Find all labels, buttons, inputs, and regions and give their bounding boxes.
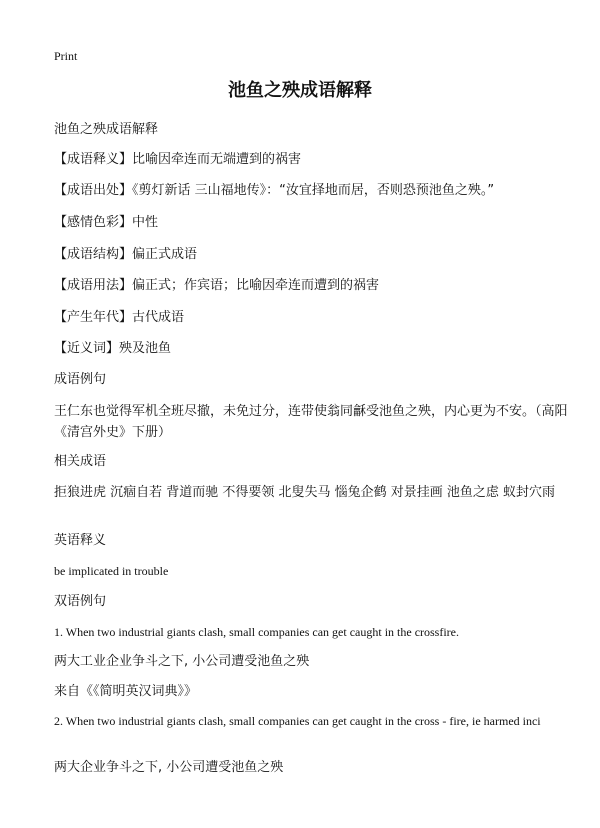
- examples-heading: 成语例句: [54, 372, 107, 387]
- field-emotion: [54, 215, 574, 231]
- field-label: 【产生年代】: [54, 310, 133, 325]
- example-2-zh: 两大企业争斗之下, 小公司遭受池鱼之殃: [54, 760, 284, 775]
- english-heading: 英语释义: [54, 533, 107, 548]
- field-structure: [54, 247, 574, 263]
- bilingual-heading: 双语例句: [54, 594, 107, 609]
- field-usage: [54, 278, 574, 294]
- field-label: 【成语出处】: [54, 183, 133, 198]
- field-source: [54, 183, 574, 199]
- field-value: 殃及池鱼: [119, 341, 172, 356]
- field-value: 古代成语: [132, 310, 185, 325]
- field-era: [54, 310, 574, 326]
- field-value: 《剪灯新话 三山福地传》：“汝宜择地而居，否则恐预池鱼之殃。”: [132, 183, 495, 198]
- example-2-en: 2. When two industrial giants clash, small companies can get caught in the cross - fire, ie harmed inci: [54, 714, 541, 728]
- field-synonym: [54, 341, 574, 357]
- field-label: 【近义词】: [54, 341, 120, 356]
- example-1-zh: 两大工业企业争斗之下, 小公司遭受池鱼之殃: [54, 654, 310, 669]
- subtitle: 池鱼之殃成语解释: [54, 122, 159, 137]
- print-label: Print: [54, 49, 78, 63]
- field-value: 偏正式；作宾语；比喻因牵连而遭到的祸害: [132, 278, 380, 293]
- examples-text: 王仁东也觉得军机全班尽撤，未免过分，连带使翁同龢受池鱼之殃，内心更为不安。（高阳《清宫外史》下册）: [54, 404, 568, 440]
- english-text: be implicated in trouble: [54, 564, 169, 578]
- example-1-source: 来自《《简明英汉词典》》: [54, 684, 198, 699]
- field-label: 【成语释义】: [54, 152, 133, 167]
- field-value: 偏正式成语: [132, 247, 198, 262]
- field-value: 比喻因牵连而无端遭到的祸害: [132, 152, 302, 167]
- field-value: 中性: [132, 215, 159, 230]
- field-label: 【成语结构】: [54, 247, 133, 262]
- related-heading: 相关成语: [54, 454, 107, 469]
- page-title: 池鱼之殃成语解释: [228, 80, 372, 101]
- field-label: 【感情色彩】: [54, 215, 133, 230]
- field-label: 【成语用法】: [54, 278, 133, 293]
- example-1-en: 1. When two industrial giants clash, small companies can get caught in the crossfire.: [54, 625, 460, 639]
- related-text: 拒狼进虎 沉痼自若 背道而驰 不得要领 北叟失马 惱兔企鹤 对景挂画 池鱼之虑 蚁封穴雨: [54, 485, 556, 500]
- field-meaning: [54, 152, 574, 168]
